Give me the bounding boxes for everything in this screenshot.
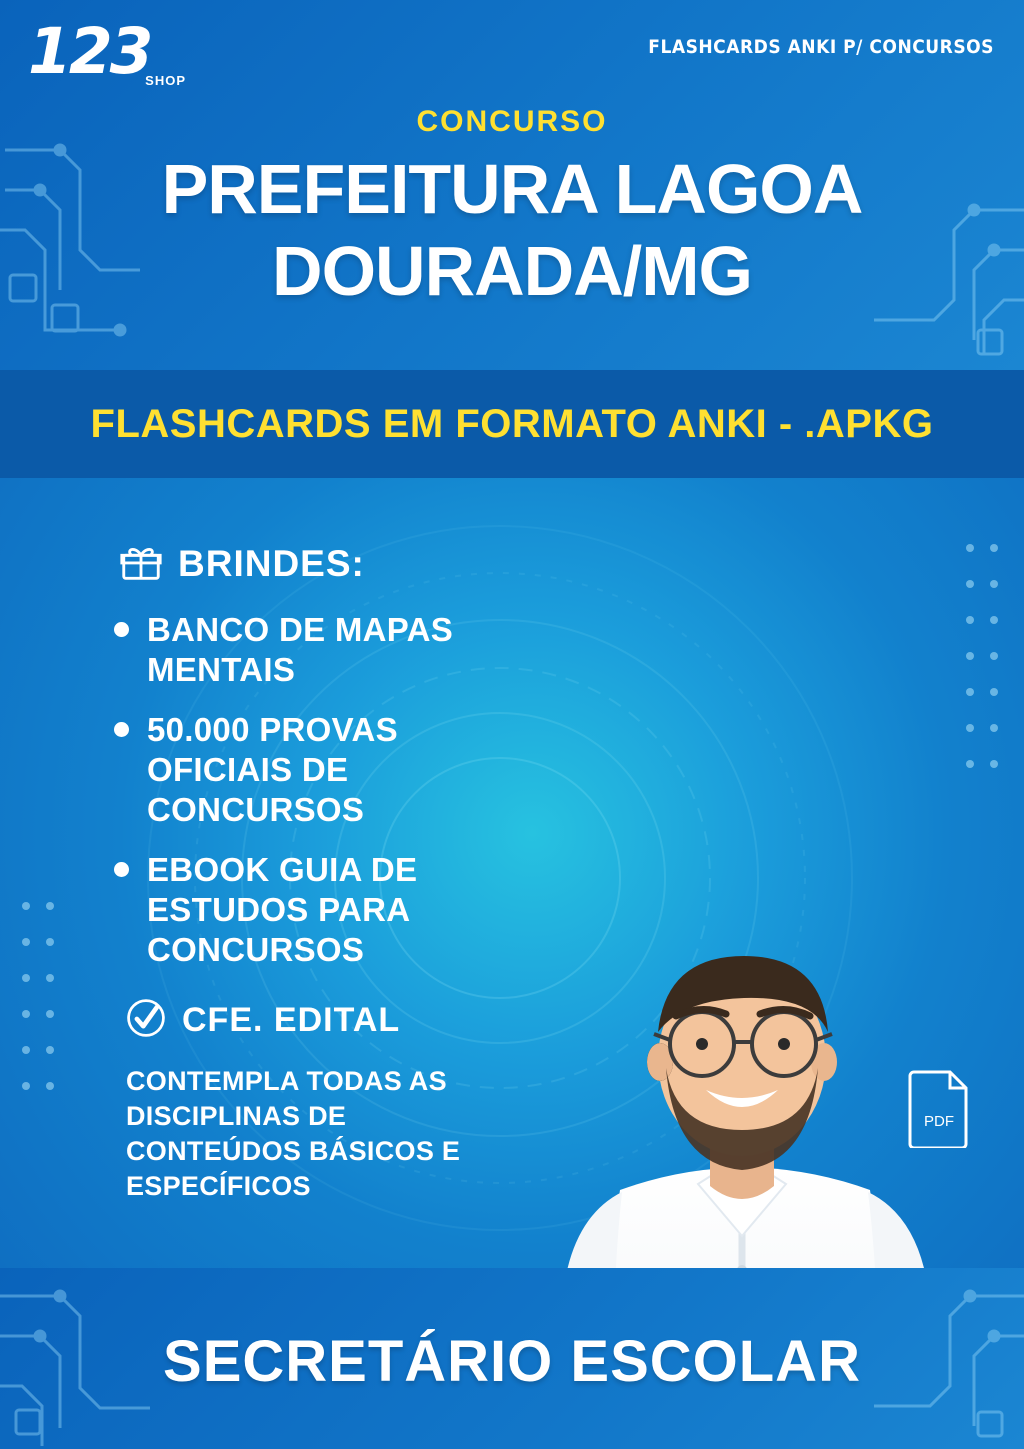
gift-icon [118, 538, 164, 589]
poster-header [0, 0, 1024, 370]
format-banner-text: FLASHCARDS EM FORMATO ANKI - .APKG [90, 401, 934, 446]
edital-subtitle: CONTEMPLA TODAS AS DISCIPLINAS DE CONTEÚDOS BÁSICOS E ESPECÍFICOS [126, 1066, 461, 1201]
bullet-dot-icon [114, 722, 129, 737]
dot-grid-left [18, 898, 58, 1113]
pdf-icon-label: PDF [924, 1113, 954, 1130]
bullet-dot-icon [114, 862, 129, 877]
page-title [0, 148, 1024, 312]
page-title-line-1: PREFEITURA LAGOA [161, 150, 863, 228]
list-item-label: 50.000 PROVAS OFICIAIS DE CONCURSOS [147, 711, 398, 828]
brand-logo[interactable] [28, 15, 188, 92]
poster-body [0, 478, 1024, 1268]
pdf-icon [906, 1068, 972, 1148]
product-category-label: FLASHCARDS ANKI P/ CONCURSOS [648, 36, 994, 58]
gifts-heading-label: BRINDES: [178, 542, 365, 584]
brand-logo-digits: 123 [28, 15, 151, 88]
bullet-dot-icon [114, 622, 129, 637]
page-title-line-2: DOURADA/MG [272, 232, 752, 310]
check-circle-icon [124, 996, 168, 1045]
edital-heading-label: CFE. EDITAL [182, 1001, 401, 1039]
list-item [108, 610, 548, 690]
contest-kicker: CONCURSO [416, 105, 608, 138]
list-item-label: BANCO DE MAPAS MENTAIS [147, 611, 454, 688]
gifts-heading [118, 538, 365, 589]
dot-grid-right [962, 540, 1002, 805]
gifts-list [108, 610, 548, 990]
format-banner [0, 370, 1024, 478]
job-role-title: SECRETÁRIO ESCOLAR [163, 1329, 861, 1394]
brand-logo-suffix: SHOP [145, 73, 186, 88]
edital-heading [124, 996, 400, 1045]
poster-footer [0, 1268, 1024, 1449]
list-item-label: EBOOK GUIA DE ESTUDOS PARA CONCURSOS [147, 851, 418, 968]
list-item [108, 710, 548, 830]
